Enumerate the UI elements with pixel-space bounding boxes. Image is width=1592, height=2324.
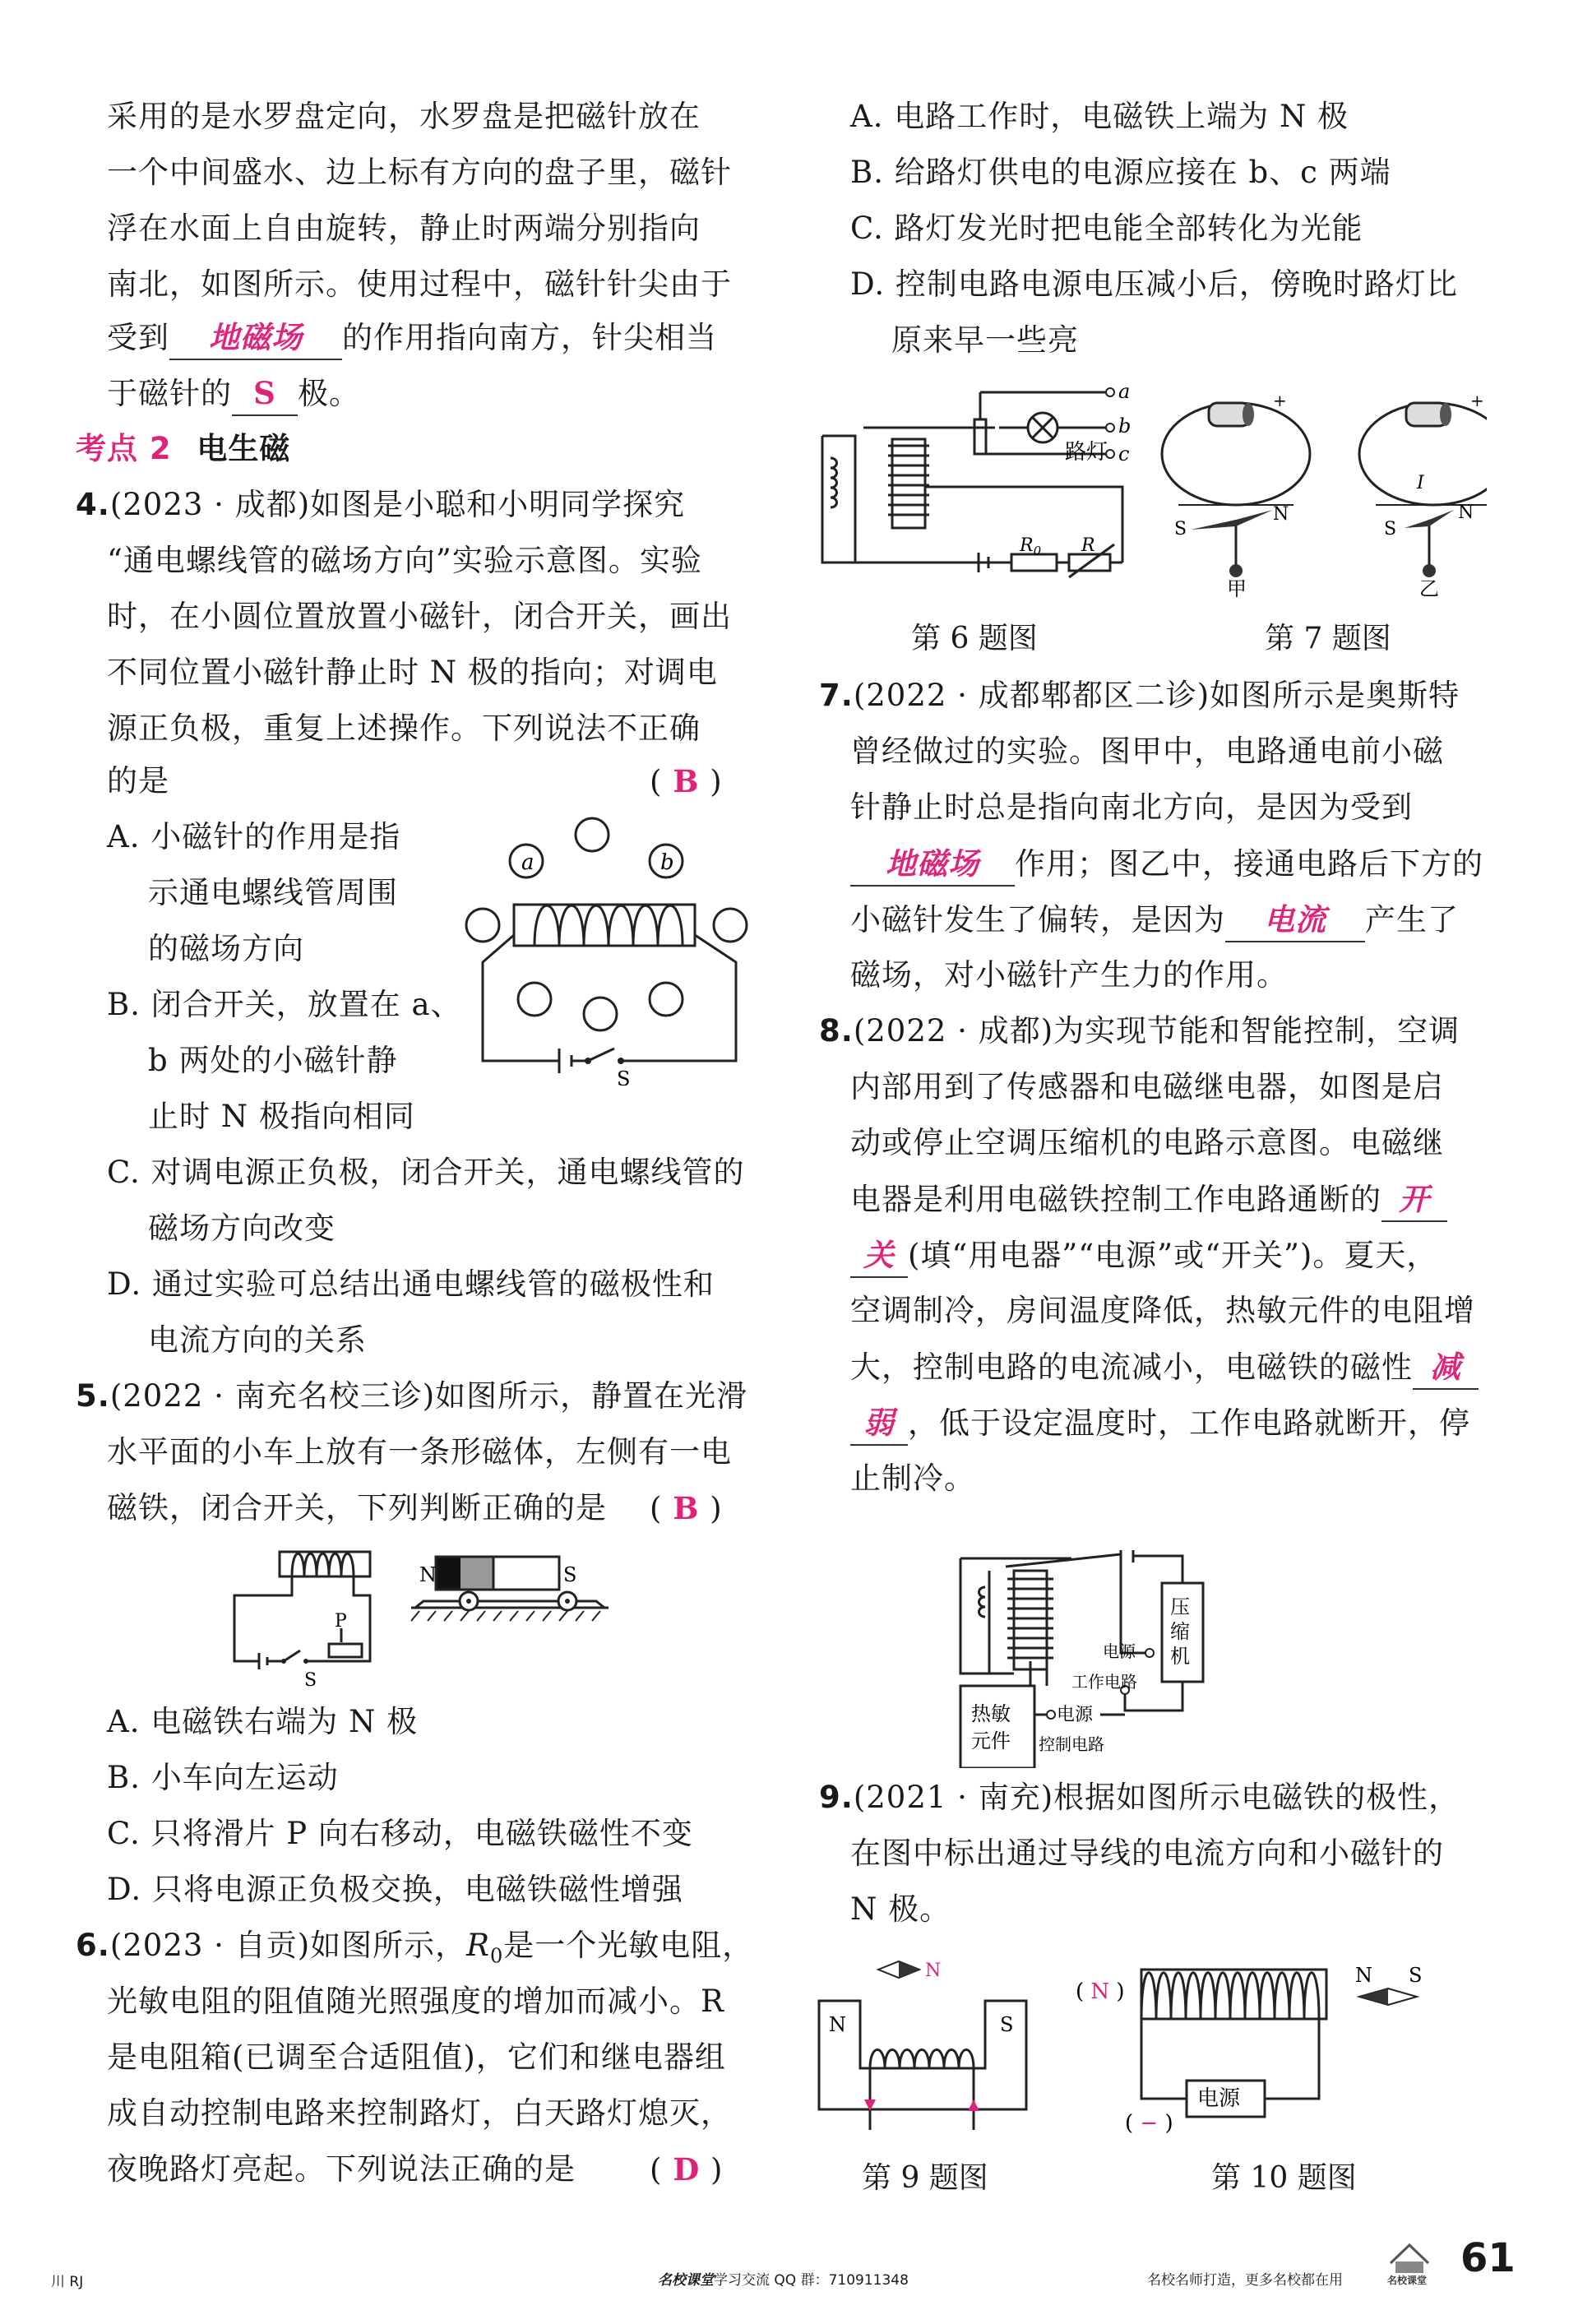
fig-label-b: b xyxy=(660,850,674,875)
q7-line-3: 针静止时总是指向南北方向，是因为受到 xyxy=(850,789,1413,825)
q5-optB: B. 小车向左运动 xyxy=(107,1760,339,1795)
q8-line-7 xyxy=(850,1345,1479,1390)
logo-text: 名校课堂 xyxy=(1387,2275,1428,2286)
q6-answer: D xyxy=(673,2151,701,2187)
text: 产生了 xyxy=(1365,902,1459,937)
fig7-label-yi: 乙 xyxy=(1419,577,1439,600)
text: 大，控制电路的电流减小，电磁铁的磁性 xyxy=(850,1349,1413,1385)
fig8-compressor-2: 缩 xyxy=(1170,1620,1190,1643)
fig10-bracket-n: ( N ) xyxy=(1076,1979,1125,2004)
fig8-power-work: 电源 xyxy=(1103,1641,1136,1661)
q5-line-2: 水平面的小车上放有一条形磁体，左侧有一电 xyxy=(107,1434,732,1470)
q4-line-2: “通电螺线管的磁场方向”实验示意图。实验 xyxy=(107,543,702,578)
text: 是一个光敏电阻， xyxy=(503,1928,754,1963)
fig10-label-minus: − xyxy=(1140,2111,1159,2136)
fig7-label-jia: 甲 xyxy=(1227,577,1247,600)
q6-number: 6. xyxy=(76,1928,110,1963)
fig9-caption: 第 9 题图 xyxy=(862,2161,988,2195)
q7-line-2: 曾经做过的实验。图甲中，电路通电前小磁 xyxy=(850,734,1444,769)
fig8-power-control: 电源 xyxy=(1057,1705,1094,1725)
q5-optD: D. 只将电源正负极交换，电磁铁磁性增强 xyxy=(107,1872,683,1907)
q9-line-2: 在图中标出通过导线的电流方向和小磁针的 xyxy=(850,1836,1444,1871)
q8-aircon-relay-figure xyxy=(956,1546,1343,1768)
fig-label-switch: S xyxy=(617,1067,631,1086)
q4-answer-bracket: ( B ) xyxy=(650,763,723,799)
fig7-plus-2: + xyxy=(1470,391,1484,410)
fig6-label-a: a xyxy=(1118,380,1131,403)
fig6-label-b: b xyxy=(1118,414,1132,437)
fig7-label-i: I xyxy=(1417,473,1424,493)
fig7-label-n1: N xyxy=(1273,504,1289,525)
q6-optD-1: D. 控制电路电源电压减小后，傍晚时路灯比 xyxy=(850,266,1458,302)
q5-electromagnet-cart-figure xyxy=(222,1542,633,1694)
text: (2023 · 自贡)如图所示， xyxy=(109,1928,467,1963)
q4-line-3: 时，在小圆位置放置小磁针，闭合开关，画出 xyxy=(107,599,732,634)
fig6-label-r0 xyxy=(1019,535,1042,558)
footer-qq: 学习交流 QQ 群：710911348 xyxy=(714,2272,909,2289)
q5-line-1 xyxy=(76,1375,747,1418)
answer-blank: 关 xyxy=(850,1234,908,1278)
answer-blank: 开 xyxy=(1381,1178,1447,1222)
fig6-label-lamp: 路灯 xyxy=(1065,440,1108,465)
intro-line-2: 一个中间盛水、边上标有方向的盘子里，磁针 xyxy=(107,155,732,190)
q6-optB: B. 给路灯供电的电源应接在 b、c 两端 xyxy=(850,155,1391,190)
answer-blank: 地磁场 xyxy=(850,842,1015,887)
q8-line-9: 止制冷。 xyxy=(850,1461,975,1496)
q4-optD-1: D. 通过实验可总结出通电螺线管的磁极性和 xyxy=(107,1266,715,1302)
q8-line-2: 内部用到了传感器和电磁继电器，如图是启 xyxy=(850,1069,1444,1104)
fig10-label-n: N xyxy=(1090,1979,1110,2004)
q5-answer-bracket: ( B ) xyxy=(650,1490,723,1526)
fig6-label-r0-sub: 0 xyxy=(1033,544,1042,558)
fig8-compressor-3: 机 xyxy=(1170,1645,1190,1668)
fig7-plus-1: + xyxy=(1273,391,1287,410)
fig6-label-r: R xyxy=(1081,535,1095,556)
text: 受到 xyxy=(107,320,169,355)
q6-optC: C. 路灯发光时把电能全部转化为光能 xyxy=(850,211,1363,246)
page-number: 61 xyxy=(1460,2235,1516,2281)
q7-line-4 xyxy=(850,842,1483,887)
q4-number: 4. xyxy=(76,487,110,522)
text: 电器是利用电磁铁控制工作电路通断的 xyxy=(850,1182,1381,1217)
q4-optC-2: 磁场方向改变 xyxy=(148,1211,336,1246)
q8-line-5 xyxy=(850,1234,1437,1278)
text: ，低于设定温度时，工作电路就断开，停 xyxy=(908,1405,1470,1441)
section-heading xyxy=(76,428,290,470)
intro-line-1: 采用的是水罗盘定向，水罗盘是把磁针放在 xyxy=(107,99,701,134)
q4-line-6: 的是 xyxy=(107,763,169,799)
fig7-label-s1: S xyxy=(1174,519,1187,539)
fig-label-p: P xyxy=(335,1611,347,1632)
fig-label-n: N xyxy=(419,1563,437,1586)
q4-optB-1: B. 闭合开关，放置在 a、 xyxy=(107,987,462,1022)
text: (2022 · 成都郫都区二诊)如图所示是奥斯特 xyxy=(853,678,1460,713)
q7-line-6: 磁场，对小磁针产生力的作用。 xyxy=(850,957,1288,993)
section-title: 电生磁 xyxy=(197,431,291,466)
fig9-label-n-left: N xyxy=(829,2013,846,2036)
text: (2023 · 成都)如图是小聪和小明同学探究 xyxy=(109,487,686,522)
footer-edition: 川 RJ xyxy=(51,2274,84,2290)
symbol-sub: 0 xyxy=(490,1944,504,1968)
q7-line-1 xyxy=(819,674,1460,717)
q6-line-1 xyxy=(76,1924,753,1977)
q5-line-3: 磁铁，闭合开关，下列判断正确的是 xyxy=(107,1490,607,1525)
q6-optD-2: 原来早一些亮 xyxy=(891,322,1079,358)
fig10-needle-s: S xyxy=(1409,1964,1423,1987)
answer-blank: 地磁场 xyxy=(169,316,342,360)
answer-blank: 弱 xyxy=(850,1401,908,1446)
fig8-compressor-1: 压 xyxy=(1170,1595,1190,1618)
q7-number: 7. xyxy=(819,678,854,713)
q4-line-4: 不同位置小磁针静止时 N 极的指向；对调电 xyxy=(107,655,718,690)
q4-optA-2: 示通电螺线管周围 xyxy=(148,875,398,910)
q6-answer-bracket: ( D ) xyxy=(650,2151,724,2187)
answer-blank: 电流 xyxy=(1225,898,1365,942)
q6-relay-figure xyxy=(814,380,1139,590)
q4-answer: B xyxy=(673,763,700,799)
text: (2022 · 南充名校三诊)如图所示，静置在光滑 xyxy=(109,1378,748,1414)
fig9-label-n-needle: N xyxy=(925,1961,942,1981)
text: (2021 · 南充)根据如图所示电磁铁的极性， xyxy=(853,1780,1460,1815)
q6-line-5: 夜晚路灯亮起。下列说法正确的是 xyxy=(107,2151,576,2187)
section-label: 考点 2 xyxy=(76,431,172,466)
fig7-label-n2: N xyxy=(1458,502,1474,523)
q10-solenoid-figure xyxy=(1076,1957,1470,2146)
fig8-thermistor-1: 热敏 xyxy=(971,1702,1011,1725)
brand-logo xyxy=(1384,2238,1435,2286)
q9-line-3: N 极。 xyxy=(850,1891,951,1927)
q4-optA-3: 的磁场方向 xyxy=(148,931,304,966)
fig10-label-power: 电源 xyxy=(1197,2086,1241,2111)
fig-label-a: a xyxy=(521,850,535,875)
q8-number: 8. xyxy=(819,1013,854,1049)
fig8-thermistor-2: 元件 xyxy=(971,1729,1011,1752)
q6-line-3: 是电阻箱(已调至合适阻值)，它们和继电器组 xyxy=(107,2039,726,2075)
fig6-caption: 第 6 题图 xyxy=(911,622,1038,655)
text: 极。 xyxy=(298,376,360,411)
fig-label-switch: S xyxy=(304,1670,317,1691)
footer-brand: 名校课堂 xyxy=(658,2272,714,2289)
fig10-needle-n: N xyxy=(1355,1964,1372,1987)
q4-optC-1: C. 对调电源正负极，闭合开关，通电螺线管的 xyxy=(107,1155,745,1190)
text: 的作用指向南方，针尖相当 xyxy=(342,320,717,355)
fig7-caption: 第 7 题图 xyxy=(1265,622,1391,655)
symbol-r: R xyxy=(466,1928,490,1963)
q7-oersted-figure xyxy=(1158,388,1487,602)
fig7-label-s2: S xyxy=(1384,519,1397,539)
fig6-label-c: c xyxy=(1118,442,1130,465)
fig-label-s: S xyxy=(563,1563,577,1586)
text: (填“用电器”“电源”或“开关”)。夏天， xyxy=(908,1238,1438,1273)
footer-center xyxy=(658,2268,909,2289)
footer-slogan: 名校名师打造，更多名校都在用 xyxy=(1147,2272,1343,2289)
q9-number: 9. xyxy=(819,1780,854,1815)
answer-blank: 减 xyxy=(1413,1345,1479,1390)
q6-line-4: 成自动控制电路来控制路灯，白天路灯熄灭， xyxy=(107,2095,732,2131)
text: 小磁针发生了偏转，是因为 xyxy=(850,902,1225,937)
q4-line-1 xyxy=(76,484,685,526)
q9-line-1 xyxy=(819,1776,1460,1819)
intro-line-4: 南北，如图所示。使用过程中，磁针针尖由于 xyxy=(107,266,732,302)
q5-optC: C. 只将滑片 P 向右移动，电磁铁磁性不变 xyxy=(107,1816,693,1851)
q5-optA: A. 电磁铁右端为 N 极 xyxy=(107,1704,419,1739)
fig6-label-r0-r: R xyxy=(1020,535,1034,556)
q8-line-4 xyxy=(850,1178,1447,1222)
intro-line-3: 浮在水面上自由旋转，静止时两端分别指向 xyxy=(107,211,701,246)
q9-u-magnet-figure xyxy=(812,1945,1051,2134)
q8-line-6: 空调制冷，房间温度降低，热敏元件的电阻增 xyxy=(850,1293,1475,1328)
q4-solenoid-figure xyxy=(456,810,761,1086)
q5-number: 5. xyxy=(76,1378,110,1414)
q4-optA-1: A. 小磁针的作用是指 xyxy=(107,819,401,854)
fig8-control-circuit: 控制电路 xyxy=(1039,1734,1104,1754)
q4-optB-3: 止时 N 极指向相同 xyxy=(148,1099,415,1134)
answer-blank: S xyxy=(232,372,298,416)
q4-line-5: 源正负极，重复上述操作。下列说法不正确 xyxy=(107,711,701,746)
q5-answer: B xyxy=(673,1490,700,1526)
q7-line-5 xyxy=(850,898,1459,942)
fig10-caption: 第 10 题图 xyxy=(1211,2161,1357,2195)
fig8-work-circuit: 工作电路 xyxy=(1071,1672,1137,1692)
fig9-label-s-right: S xyxy=(1000,2013,1014,2036)
q8-line-3: 动或停止空调压缩机的电路示意图。电磁继 xyxy=(850,1125,1444,1160)
q8-line-8 xyxy=(850,1401,1470,1446)
q8-line-1 xyxy=(819,1010,1460,1053)
intro-line-5 xyxy=(107,316,717,360)
q4-optD-2: 电流方向的关系 xyxy=(148,1322,367,1358)
fig10-bracket-minus: ( − ) xyxy=(1125,2111,1173,2136)
q6-optA: A. 电路工作时，电磁铁上端为 N 极 xyxy=(850,99,1349,134)
intro-line-6 xyxy=(107,372,360,416)
text: (2022 · 成都)为实现节能和智能控制，空调 xyxy=(853,1013,1460,1049)
text: 于磁针的 xyxy=(107,376,232,411)
q4-optB-2: b 两处的小磁针静 xyxy=(148,1043,398,1078)
q6-line-2: 光敏电阻的阻值随光照强度的增加而减小。R xyxy=(107,1984,724,2019)
text: 作用；图乙中，接通电路后下方的 xyxy=(1015,846,1483,882)
